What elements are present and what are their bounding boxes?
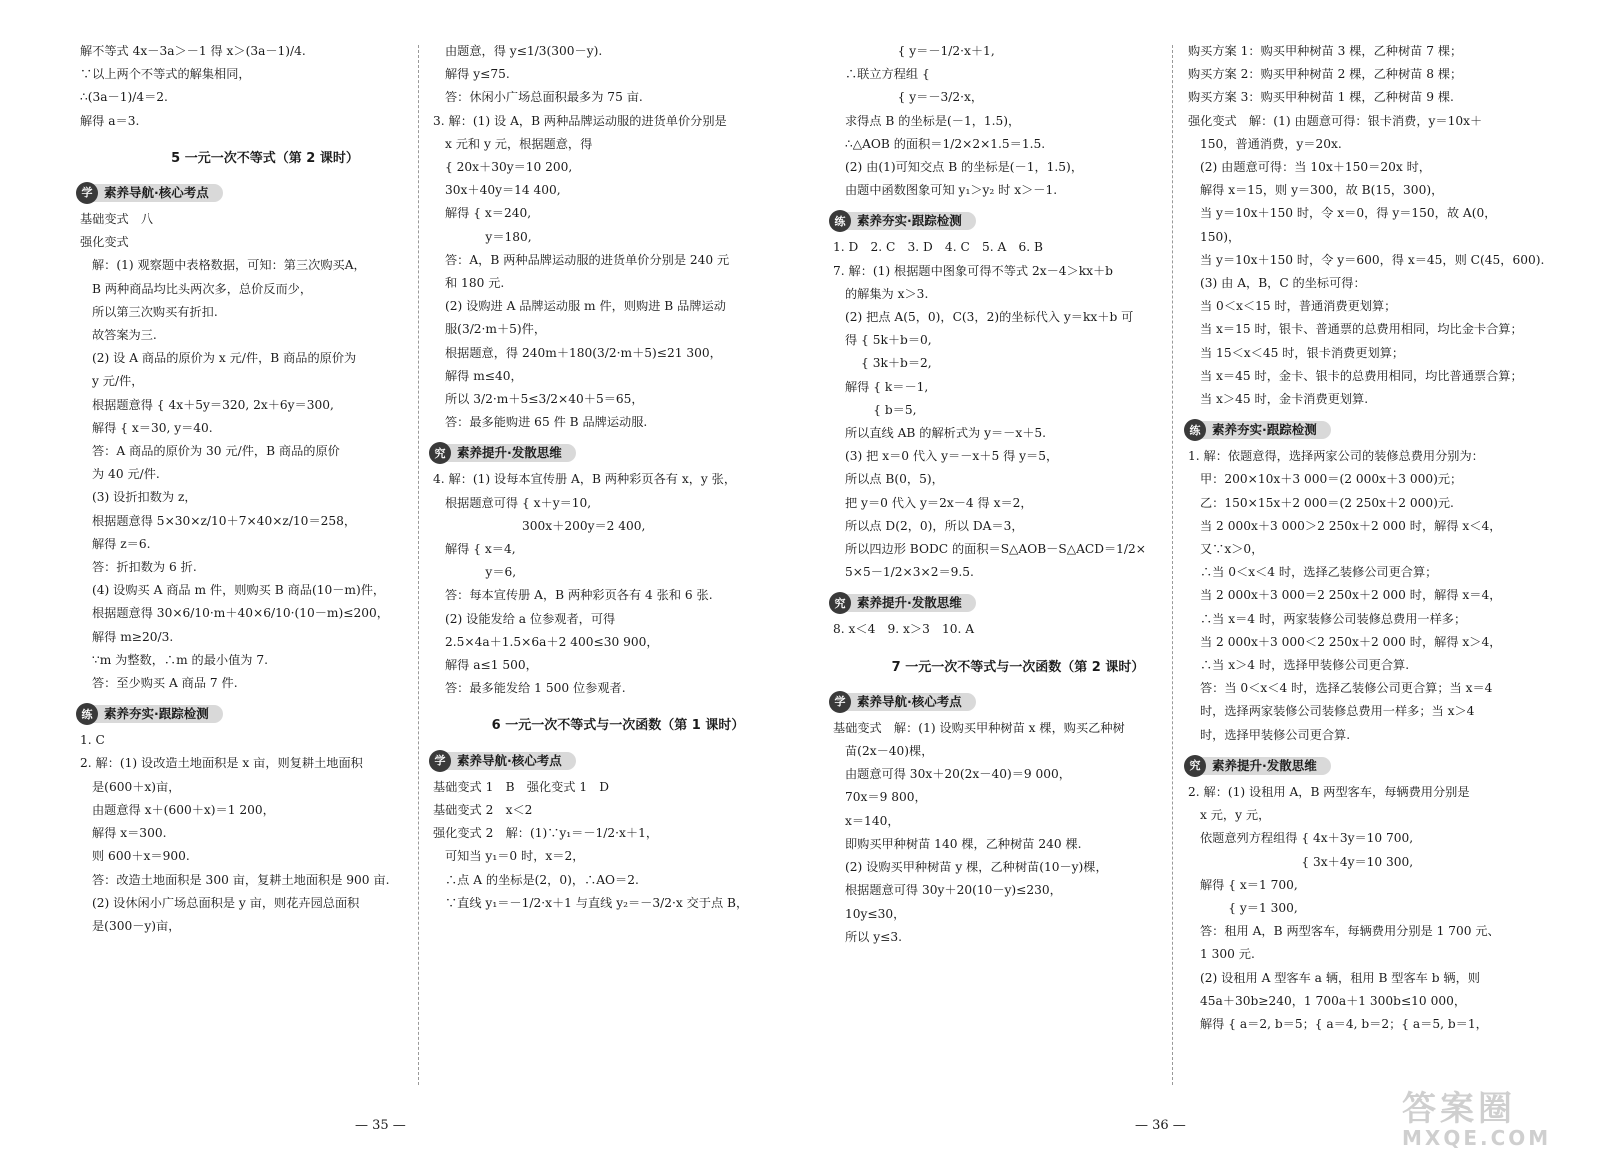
text-line: 时，选择甲装修公司更合算. (1200, 727, 1351, 742)
text-line: (3) 由 A，B，C 的坐标可得： (1200, 276, 1366, 291)
text-line: 乙：150×15x＋2 000＝(2 250x＋2 000)元. (1200, 495, 1454, 510)
text-line: x 元，y 元， (1200, 808, 1271, 823)
text-line: 甲：200×10x＋3 000＝(2 000x＋3 000)元； (1200, 472, 1463, 487)
section-header (1184, 755, 1568, 777)
text-line: 依题意列方程组得 { 4x＋3y＝10 700, (1200, 831, 1414, 846)
text-line: 即购买甲种树苗 140 棵，乙种树苗 240 棵. (845, 836, 1082, 851)
text-line: 答：每本宣传册 A，B 两种彩页各有 4 张和 6 张. (445, 588, 713, 603)
text-line: 根据题意，得 240m＋180(3/2·m＋5)≤21 300， (445, 345, 722, 360)
text-line: 所以点 D(2，0)，所以 DA＝3， (845, 518, 1024, 533)
text-line: 所以四边形 BODC 的面积＝S△AOB－S△ACD＝1/2× (845, 542, 1146, 557)
lesson-title: 7 一元一次不等式与一次函数（第 2 课时） (891, 659, 1145, 675)
text-line: ∴△AOB 的面积＝1/2×2×1.5＝1.5. (845, 136, 1046, 151)
text-line: 70x＝9 800， (845, 790, 927, 805)
text-line: 答：改造土地面积是 300 亩，复耕土地面积是 900 亩. (92, 872, 390, 887)
text-line: x＝140， (845, 813, 900, 828)
text-line: 答：租用 A，B 两型客车，每辆费用分别是 1 700 元、 (1200, 924, 1500, 939)
text-line: { y＝1 300, (1200, 900, 1298, 915)
text-line: 答：A，B 两种品牌运动服的进货单价分别是 240 元 (445, 252, 730, 267)
text-line: 所以点 B(0，5)， (845, 472, 944, 487)
text-line: 和 180 元. (445, 276, 505, 291)
section-badge-icon: 学 (429, 750, 451, 772)
text-line: 当 y＝10x＋150 时，令 x＝0，得 y＝150，故 A(0， (1200, 206, 1497, 221)
text-line: 则 600＋x＝900. (92, 849, 190, 864)
text-line: 8. x＜4 9. x＞3 10. A (833, 622, 975, 637)
section-header (429, 442, 803, 464)
text-line: 强化变式 (80, 235, 129, 250)
section-title: 素养导航·核心考点 (843, 693, 976, 711)
text-line: 当 2 000x＋3 000＜2 250x＋2 000 时，解得 x＞4， (1200, 634, 1502, 649)
text-line: 苗(2x－40)棵， (845, 744, 934, 759)
section-badge-icon: 练 (76, 703, 98, 725)
text-line: ∵m 为整数，∴m 的最小值为 7. (92, 652, 268, 667)
text-line: 根据题意得 { 4x＋5y＝320, 2x＋6y＝300, (92, 397, 334, 412)
text-line: 所以 3/2·m＋5≤3/2×40＋5＝65， (445, 392, 644, 407)
text-line: 根据题意得 5×30×z/10＋7×40×z/10＝258， (92, 513, 357, 528)
text-line: { 3x＋4y＝10 300, (1200, 854, 1414, 869)
section-title: 素养夯实·跟踪检测 (843, 212, 976, 230)
text-line: 由题意可得 30x＋20(2x－40)＝9 000， (845, 767, 1071, 782)
text-line: (2) 设租用 A 型客车 a 辆，租用 B 型客车 b 辆，则 (1200, 970, 1480, 985)
section-title: 素养提升·发散思维 (443, 444, 576, 462)
section-header (829, 691, 1203, 713)
text-line: 10y≤30， (845, 906, 906, 921)
text-line: 解得 { x＝4, (445, 542, 516, 557)
text-line: 基础变式 解：(1) 设购买甲种树苗 x 棵，购买乙种树 (833, 720, 1125, 735)
text-line: 当 15＜x＜45 时，银卡消费更划算； (1200, 345, 1405, 360)
section-title: 素养提升·发散思维 (1198, 757, 1331, 775)
text-line: 根据题意可得 30y＋20(10－y)≤230， (845, 883, 1062, 898)
text-line: (2) 把点 A(5，0)，C(3，2)的坐标代入 y＝kx＋b 可 (845, 310, 1134, 325)
section-header (829, 592, 1203, 614)
text-line: 由题意，得 y≤1/3(300－y). (445, 44, 603, 58)
text-line: 150)， (1200, 229, 1241, 244)
text-line: (2) 设能发给 a 位参观者，可得 (445, 611, 616, 626)
text-line: ∴联立方程组 { (845, 67, 930, 82)
text-line: 当 x＝15 时，银卡、普通票的总费用相同，均比金卡合算； (1200, 322, 1523, 337)
text-line: 答：休闲小广场总面积最多为 75 亩. (445, 90, 643, 105)
text-line: 是(600＋x)亩， (92, 779, 181, 794)
text-line: 基础变式 2 x＜2 (433, 802, 533, 817)
section-header (829, 210, 1203, 232)
text-line: (2) 由(1)可知交点 B 的坐标是(－1，1.5)， (845, 160, 1084, 175)
text-line: 1. D 2. C 3. D 4. C 5. A 6. B (833, 240, 1043, 255)
text-line: y＝180, (445, 229, 532, 244)
text-line: 当 y＝10x＋150 时，令 y＝600，得 x＝45，则 C(45，600). (1200, 252, 1545, 267)
lesson-title: 5 一元一次不等式（第 2 课时） (171, 150, 359, 166)
text-line: 当 x＞45 时，金卡消费更划算. (1200, 392, 1369, 407)
text-line: ∴(3a－1)/4＝2. (80, 90, 168, 105)
text-line: 强化变式 解：(1) 由题意可得：银卡消费，y＝10x＋ (1188, 113, 1483, 128)
text-line: 强化变式 2 解：(1)∵y₁＝－1/2·x＋1， (433, 826, 659, 841)
text-line: 根据题意得 30×6/10·m＋40×6/10·(10－m)≤200， (92, 606, 389, 621)
text-line: (3) 设折扣数为 z， (92, 490, 197, 505)
text-line: 答：A 商品的原价为 30 元/件，B 商品的原价 (92, 444, 340, 459)
text-line: 300x＋200y＝2 400, (445, 518, 646, 533)
text-line: (2) 设购买甲种树苗 y 棵，乙种树苗(10－y)棵， (845, 860, 1108, 875)
section-badge-icon: 学 (829, 691, 851, 713)
text-line: 5×5－1/2×3×2＝9.5. (845, 565, 974, 580)
text-line: y＝6, (445, 565, 517, 580)
text-line: 所以 y≤3. (845, 929, 902, 944)
text-line: 由题意得 x＋(600＋x)＝1 200， (92, 802, 275, 817)
text-line: 基础变式 1 B 强化变式 1 D (433, 779, 610, 794)
section-badge-icon: 究 (429, 442, 451, 464)
text-line: B 两种商品均比头两次多，总价反而少， (92, 281, 313, 296)
text-line: (2) 由题意可得：当 10x＋150＝20x 时， (1200, 160, 1431, 175)
text-line: 解得 { k＝－1, (845, 379, 929, 394)
text-line: (2) 设休闲小广场总面积是 y 亩，则花卉园总面积 (92, 895, 360, 910)
text-line: 基础变式 八 (80, 212, 154, 227)
text-line: (4) 设购买 A 商品 m 件，则购买 B 商品(10－m)件， (92, 583, 386, 598)
text-line: 求得点 B 的坐标是(－1，1.5)， (845, 113, 1021, 128)
text-line: 购买方案 1：购买甲种树苗 3 棵，乙种树苗 7 棵； (1188, 44, 1463, 58)
text-line: 当 2 000x＋3 000＞2 250x＋2 000 时，解得 x＜4， (1200, 518, 1502, 533)
text-line: 又∵x＞0， (1200, 542, 1264, 557)
text-line: 解得 y≤75. (445, 67, 510, 82)
text-line: ∴点 A 的坐标是(2，0)，∴AO＝2. (445, 872, 639, 887)
text-line: 30x＋40y＝14 400, (445, 183, 561, 198)
text-line: 解得 { a＝2, b＝5；{ a＝4, b＝2；{ a＝5, b＝1， (1200, 1016, 1488, 1031)
page-number-right: — 36 — (1135, 1118, 1186, 1133)
section-badge-icon: 学 (76, 182, 98, 204)
text-line: (3) 把 x＝0 代入 y＝－x＋5 得 y＝5， (845, 449, 1059, 464)
section-title: 素养夯实·跟踪检测 (1198, 421, 1331, 439)
text-line: 解得 x＝300. (92, 826, 167, 841)
lesson-title: 6 一元一次不等式与一次函数（第 1 课时） (491, 718, 745, 734)
page-number-left: — 35 — (355, 1118, 406, 1133)
section-title: 素养导航·核心考点 (443, 752, 576, 770)
text-line: ∵以上两个不等式的解集相同， (80, 67, 251, 82)
column-divider (1172, 45, 1173, 1085)
text-line: 答：当 0＜x＜4 时，选择乙装修公司更合算；当 x＝4 (1200, 681, 1493, 696)
text-line: 解得 { x＝1 700, (1200, 877, 1298, 892)
text-line: 为 40 元/件. (92, 467, 160, 482)
section-header (76, 703, 450, 725)
text-line: 是(300－y)亩， (92, 918, 181, 933)
text-line: 当 x＝45 时，金卡、银卡的总费用相同，均比普通票合算； (1200, 368, 1523, 383)
text-line: 购买方案 2：购买甲种树苗 2 棵，乙种树苗 8 棵； (1188, 67, 1463, 82)
section-title: 素养导航·核心考点 (90, 184, 223, 202)
text-line: 故答案为三. (92, 328, 157, 343)
text-line: 1. 解：依题意得，选择两家公司的装修总费用分别为： (1188, 449, 1484, 464)
section-badge-icon: 练 (829, 210, 851, 232)
column-2 (433, 40, 803, 915)
text-line: 2.5×4a＋1.5×6a＋2 400≤30 900， (445, 634, 659, 649)
text-line: 所以直线 AB 的解析式为 y＝－x＋5. (845, 426, 1047, 441)
text-line: 得 { 5k＋b＝0, (845, 333, 932, 348)
text-line: 150，普通消费，y＝20x. (1200, 136, 1342, 151)
section-header (429, 750, 803, 772)
text-line: { 3k＋b＝2, (845, 356, 932, 371)
column-3 (833, 40, 1203, 949)
text-line: 解得 a＝3. (80, 113, 140, 128)
text-line: 服(3/2·m＋5)件， (445, 322, 547, 337)
text-line: 把 y＝0 代入 y＝2x－4 得 x＝2， (845, 495, 1033, 510)
column-4 (1188, 40, 1568, 1036)
text-line: (2) 设购进 A 品牌运动服 m 件，则购进 B 品牌运动 (445, 299, 726, 314)
text-line: 解得 x＝15，则 y＝300，故 B(15，300)， (1200, 183, 1444, 198)
section-badge-icon: 究 (1184, 755, 1206, 777)
text-line: x 元和 y 元，根据题意，得 (445, 136, 593, 151)
text-line: { 20x＋30y＝10 200, (445, 160, 573, 175)
text-line: 答：最多能发给 1 500 位参观者. (445, 681, 626, 696)
watermark-url: MXQE.COM (1402, 1126, 1552, 1150)
text-line: 解得 m≤40， (445, 368, 523, 383)
text-line: 根据题意可得 { x＋y＝10, (445, 495, 592, 510)
text-line: 1. C (80, 733, 105, 748)
text-line: { b＝5, (845, 402, 917, 417)
text-line: ∴当 x＞4 时，选择甲装修公司更合算. (1200, 658, 1410, 673)
section-header (76, 182, 450, 204)
text-line: 的解集为 x＞3. (845, 286, 929, 301)
watermark-text: 答案圈 (1402, 1089, 1516, 1129)
text-line: 所以第三次购买有折扣. (92, 304, 218, 319)
watermark-logo (1402, 1081, 1582, 1153)
text-line: 解：(1) 观察题中表格数据，可知：第三次购买A， (92, 258, 366, 273)
text-line: 由题中函数图象可知 y₁＞y₂ 时 x＞－1. (845, 183, 1058, 198)
text-line: { y＝－1/2·x＋1, (845, 44, 995, 58)
section-badge-icon: 究 (829, 592, 851, 614)
section-title: 素养提升·发散思维 (843, 594, 976, 612)
text-line: y 元/件， (92, 374, 144, 389)
text-line: 时，选择两家装修公司装修总费用一样多；当 x＞4 (1200, 704, 1475, 719)
text-line: 解得 m≥20/3. (92, 629, 174, 644)
section-badge-icon: 练 (1184, 419, 1206, 441)
text-line: 解不等式 4x－3a＞－1 得 x＞(3a－1)/4. (80, 44, 306, 58)
text-line: 当 0＜x＜15 时，普通消费更划算； (1200, 299, 1397, 314)
text-line: 解得 a≤1 500， (445, 658, 538, 673)
column-1 (80, 40, 450, 938)
text-line: 当 2 000x＋3 000＝2 250x＋2 000 时，解得 x＝4， (1200, 588, 1502, 603)
text-line: 45a＋30b≥240，1 700a＋1 300b≤10 000， (1200, 993, 1467, 1008)
text-line: 解得 { x＝30, y＝40. (92, 420, 213, 435)
text-line: ∴当 x＝4 时，两家装修公司装修总费用一样多； (1200, 611, 1467, 626)
text-line: 答：最多能购进 65 件 B 品牌运动服. (445, 415, 648, 430)
text-line: 购买方案 3：购买甲种树苗 1 棵，乙种树苗 9 棵. (1188, 90, 1454, 105)
text-line: 答：折扣数为 6 折. (92, 560, 197, 575)
text-line: 解得 z＝6. (92, 536, 151, 551)
text-line: 3. 解：(1) 设 A，B 两种品牌运动服的进货单价分别是 (433, 113, 727, 128)
text-line: 可知当 y₁＝0 时，x＝2， (445, 849, 585, 864)
text-line: { y＝－3/2·x， (845, 90, 984, 105)
text-line: 答：至少购买 A 商品 7 件. (92, 676, 238, 691)
text-line: 2. 解：(1) 设租用 A，B 两型客车，每辆费用分别是 (1188, 784, 1470, 799)
section-header (1184, 419, 1568, 441)
text-line: ∵直线 y₁＝－1/2·x＋1 与直线 y₂＝－3/2·x 交于点 B， (445, 895, 749, 910)
text-line: 4. 解：(1) 设每本宣传册 A，B 两种彩页各有 x，y 张， (433, 472, 737, 487)
text-line: ∴当 0＜x＜4 时，选择乙装修公司更合算； (1200, 565, 1438, 580)
text-line: (2) 设 A 商品的原价为 x 元/件，B 商品的原价为 (92, 351, 357, 366)
text-line: 2. 解：(1) 设改造土地面积是 x 亩，则复耕土地面积 (80, 756, 363, 771)
column-divider (418, 45, 419, 1085)
section-title: 素养夯实·跟踪检测 (90, 705, 223, 723)
text-line: 解得 { x＝240, (445, 206, 532, 221)
text-line: 1 300 元. (1200, 947, 1255, 962)
text-line: 7. 解：(1) 根据题中图象可得不等式 2x－4＞kx＋b (833, 263, 1113, 278)
